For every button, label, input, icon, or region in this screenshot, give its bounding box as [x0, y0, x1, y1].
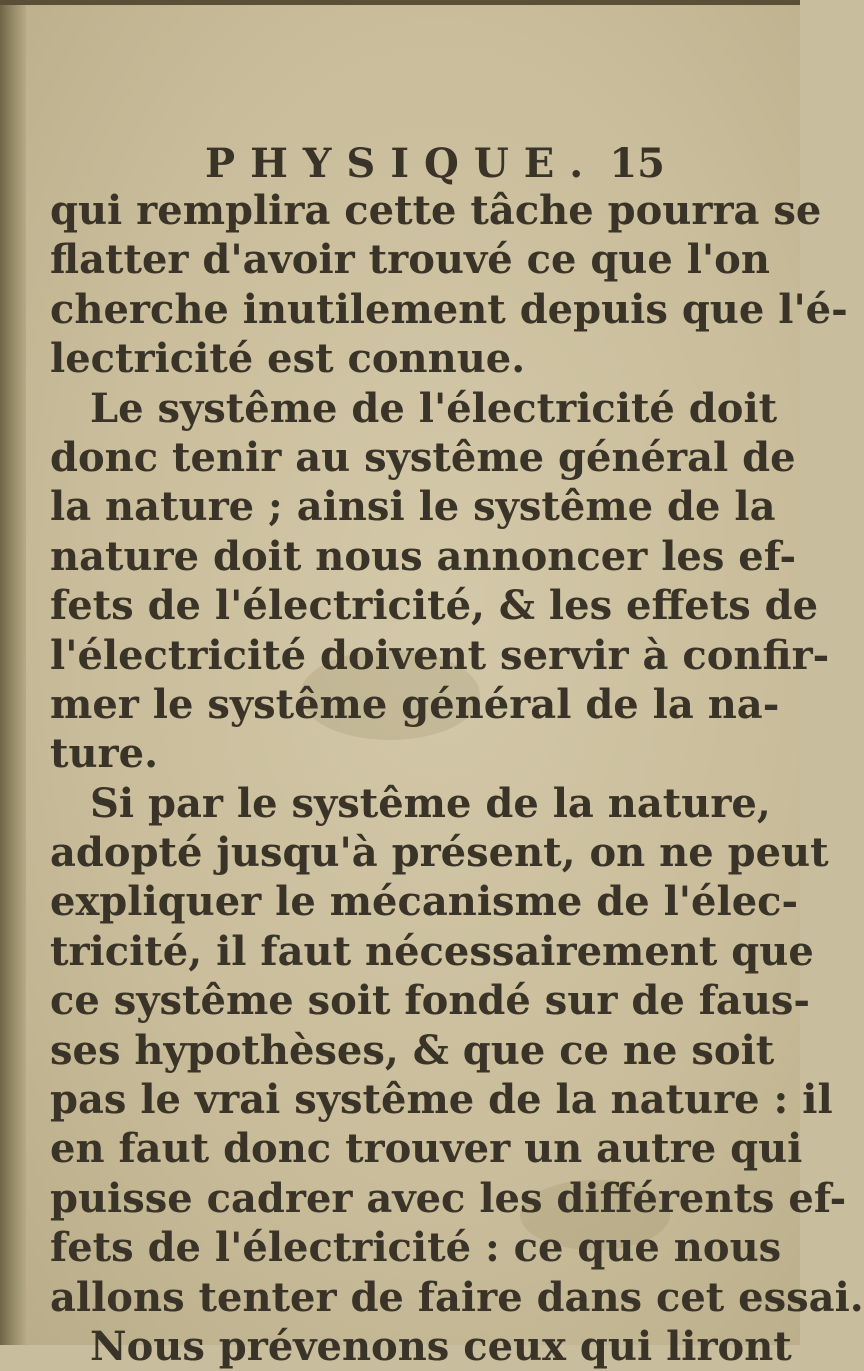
text-line: fets de l'électricité : ce que nous — [50, 1224, 782, 1272]
text-line: ture. — [50, 730, 159, 778]
body-text — [50, 186, 864, 1371]
text-line: pas le vrai systême de la nature : il — [50, 1076, 833, 1124]
text-line: l'électricité doivent servir à confir- — [50, 631, 830, 679]
text-line: Le systême de l'électricité doit — [90, 384, 778, 432]
text-line: expliquer le mécanisme de l'élec- — [50, 878, 799, 926]
text-line: donc tenir au systême général de — [50, 433, 796, 481]
text-line: adopté jusqu'à présent, on ne peut — [50, 829, 829, 877]
text-line: Si par le systême de la nature, — [90, 779, 771, 827]
page-header — [205, 140, 665, 190]
text-line: ses hypothèses, & que ce ne soit — [50, 1026, 775, 1074]
text-line: tricité, il faut nécessairement que — [50, 927, 814, 975]
text-line: cherche inutilement depuis que l'é- — [50, 285, 848, 333]
text-line: lectricité est connue. — [50, 335, 526, 383]
page-top-edge — [0, 0, 800, 5]
text-line: mer le systême général de la na- — [50, 680, 780, 728]
text-line: en faut donc trouver un autre qui — [50, 1125, 803, 1173]
text-line: la nature ; ainsi le systême de la — [50, 483, 776, 531]
text-line: fets de l'électricité, & les effets de — [50, 582, 819, 630]
text-line: flatter d'avoir trouvé ce que l'on — [50, 236, 770, 284]
text-line: puisse cadrer avec les différents ef- — [50, 1174, 847, 1222]
text-line: allons tenter de faire dans cet essai. — [50, 1273, 864, 1321]
text-line: ce systême soit fondé sur de faus- — [50, 977, 811, 1025]
text-line: qui remplira cette tâche pourra se — [50, 187, 822, 234]
text-line: nature doit nous annoncer les ef- — [50, 532, 797, 580]
running-title: PHYSIQUE. — [205, 140, 599, 187]
text-line: Nous prévenons ceux qui liront — [90, 1322, 792, 1370]
page-number: 15 — [609, 140, 665, 187]
page-gutter — [0, 0, 26, 1345]
